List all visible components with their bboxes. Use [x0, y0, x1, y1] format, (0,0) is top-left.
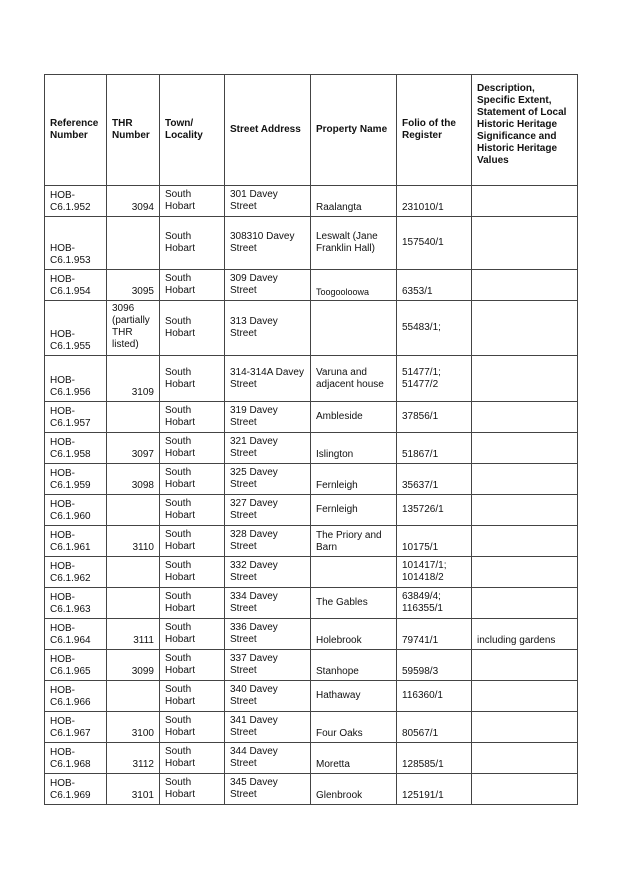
folio-cell: 6353/1 [397, 270, 472, 301]
street-cell: 327 Davey Street [225, 495, 311, 526]
description-cell [472, 681, 578, 712]
description-cell [472, 588, 578, 619]
street-cell: 332 Davey Street [225, 557, 311, 588]
street-cell: 301 Davey Street [225, 186, 311, 217]
town-cell: South Hobart [160, 301, 225, 356]
property-name-cell: The Gables [311, 588, 397, 619]
description-cell [472, 495, 578, 526]
street-cell: 336 Davey Street [225, 619, 311, 650]
table-row [45, 619, 578, 650]
folio-cell: 10175/1 [397, 526, 472, 557]
table-row [45, 495, 578, 526]
table-row [45, 301, 578, 356]
property-name-cell: Leswalt (Jane Franklin Hall) [311, 217, 397, 270]
thr-cell: 3099 [107, 650, 160, 681]
table-row [45, 356, 578, 402]
folio-cell: 51477/1; 51477/2 [397, 356, 472, 402]
reference-cell: HOB-C6.1.961 [45, 526, 107, 557]
reference-cell: HOB-C6.1.969 [45, 774, 107, 805]
thr-cell [107, 681, 160, 712]
town-cell: South Hobart [160, 433, 225, 464]
description-cell [472, 464, 578, 495]
thr-cell: 3111 [107, 619, 160, 650]
thr-cell [107, 557, 160, 588]
description-cell [472, 356, 578, 402]
table-row [45, 557, 578, 588]
folio-cell: 101417/1; 101418/2 [397, 557, 472, 588]
property-name-cell: The Priory and Barn [311, 526, 397, 557]
street-cell: 325 Davey Street [225, 464, 311, 495]
folio-cell: 37856/1 [397, 402, 472, 433]
street-cell: 345 Davey Street [225, 774, 311, 805]
town-cell: South Hobart [160, 464, 225, 495]
description-cell [472, 301, 578, 356]
table-row [45, 588, 578, 619]
town-cell: South Hobart [160, 402, 225, 433]
thr-cell: 3096 (partially THR listed) [107, 301, 160, 356]
header-description: Description, Specific Extent, Statement of Local Historic Heritage Significance and Historic Heritage Values [472, 75, 578, 186]
property-name-cell: Toogooloowa [311, 270, 397, 301]
property-name-cell: Stanhope [311, 650, 397, 681]
town-cell: South Hobart [160, 712, 225, 743]
thr-cell [107, 588, 160, 619]
folio-cell: 135726/1 [397, 495, 472, 526]
folio-cell: 79741/1 [397, 619, 472, 650]
thr-cell: 3110 [107, 526, 160, 557]
description-cell [472, 774, 578, 805]
reference-cell: HOB-C6.1.966 [45, 681, 107, 712]
street-cell: 308310 Davey Street [225, 217, 311, 270]
table-row [45, 186, 578, 217]
reference-cell: HOB-C6.1.960 [45, 495, 107, 526]
property-name-cell: Islington [311, 433, 397, 464]
folio-cell: 55483/1; [397, 301, 472, 356]
folio-cell: 157540/1 [397, 217, 472, 270]
property-name-cell [311, 301, 397, 356]
description-cell: including gardens [472, 619, 578, 650]
town-cell: South Hobart [160, 495, 225, 526]
town-cell: South Hobart [160, 743, 225, 774]
reference-cell: HOB-C6.1.962 [45, 557, 107, 588]
reference-cell: HOB-C6.1.955 [45, 301, 107, 356]
town-cell: South Hobart [160, 650, 225, 681]
town-cell: South Hobart [160, 526, 225, 557]
description-cell [472, 217, 578, 270]
property-name-cell: Glenbrook [311, 774, 397, 805]
table-row [45, 774, 578, 805]
folio-cell: 231010/1 [397, 186, 472, 217]
street-cell: 319 Davey Street [225, 402, 311, 433]
reference-cell: HOB-C6.1.964 [45, 619, 107, 650]
town-cell: South Hobart [160, 588, 225, 619]
table-row [45, 270, 578, 301]
property-name-cell: Four Oaks [311, 712, 397, 743]
thr-cell: 3094 [107, 186, 160, 217]
description-cell [472, 557, 578, 588]
thr-cell: 3098 [107, 464, 160, 495]
header-thr-number: THR Number [107, 75, 160, 186]
description-cell [472, 650, 578, 681]
description-cell [472, 433, 578, 464]
town-cell: South Hobart [160, 186, 225, 217]
header-folio: Folio of the Register [397, 75, 472, 186]
property-name-cell: Fernleigh [311, 464, 397, 495]
street-cell: 341 Davey Street [225, 712, 311, 743]
reference-cell: HOB-C6.1.967 [45, 712, 107, 743]
property-name-cell: Holebrook [311, 619, 397, 650]
thr-cell: 3101 [107, 774, 160, 805]
description-cell [472, 402, 578, 433]
property-name-cell: Moretta [311, 743, 397, 774]
description-cell [472, 186, 578, 217]
table-row [45, 464, 578, 495]
table-row [45, 402, 578, 433]
table-row [45, 433, 578, 464]
town-cell: South Hobart [160, 774, 225, 805]
reference-cell: HOB-C6.1.954 [45, 270, 107, 301]
reference-cell: HOB-C6.1.952 [45, 186, 107, 217]
header-street-address: Street Address [225, 75, 311, 186]
street-cell: 328 Davey Street [225, 526, 311, 557]
town-cell: South Hobart [160, 356, 225, 402]
property-name-cell: Fernleigh [311, 495, 397, 526]
header-town-locality: Town/ Locality [160, 75, 225, 186]
description-cell [472, 743, 578, 774]
table-row [45, 526, 578, 557]
thr-cell: 3095 [107, 270, 160, 301]
folio-cell: 80567/1 [397, 712, 472, 743]
street-cell: 321 Davey Street [225, 433, 311, 464]
table-row [45, 217, 578, 270]
street-cell: 314-314A Davey Street [225, 356, 311, 402]
property-name-cell: Hathaway [311, 681, 397, 712]
folio-cell: 125191/1 [397, 774, 472, 805]
description-cell [472, 270, 578, 301]
reference-cell: HOB-C6.1.957 [45, 402, 107, 433]
town-cell: South Hobart [160, 681, 225, 712]
street-cell: 337 Davey Street [225, 650, 311, 681]
folio-cell: 63849/4; 116355/1 [397, 588, 472, 619]
folio-cell: 35637/1 [397, 464, 472, 495]
reference-cell: HOB-C6.1.965 [45, 650, 107, 681]
reference-cell: HOB-C6.1.953 [45, 217, 107, 270]
reference-cell: HOB-C6.1.959 [45, 464, 107, 495]
header-reference-number: Reference Number [45, 75, 107, 186]
property-name-cell [311, 557, 397, 588]
thr-cell: 3097 [107, 433, 160, 464]
reference-cell: HOB-C6.1.968 [45, 743, 107, 774]
table-row [45, 650, 578, 681]
thr-cell [107, 495, 160, 526]
thr-cell [107, 402, 160, 433]
thr-cell: 3100 [107, 712, 160, 743]
property-name-cell: Varuna and adjacent house [311, 356, 397, 402]
street-cell: 313 Davey Street [225, 301, 311, 356]
town-cell: South Hobart [160, 270, 225, 301]
town-cell: South Hobart [160, 557, 225, 588]
description-cell [472, 712, 578, 743]
thr-cell: 3112 [107, 743, 160, 774]
street-cell: 340 Davey Street [225, 681, 311, 712]
table-row [45, 681, 578, 712]
folio-cell: 116360/1 [397, 681, 472, 712]
reference-cell: HOB-C6.1.956 [45, 356, 107, 402]
reference-cell: HOB-C6.1.963 [45, 588, 107, 619]
town-cell: South Hobart [160, 619, 225, 650]
property-name-cell: Ambleside [311, 402, 397, 433]
table-row [45, 712, 578, 743]
thr-cell [107, 217, 160, 270]
town-cell: South Hobart [160, 217, 225, 270]
street-cell: 334 Davey Street [225, 588, 311, 619]
header-property-name: Property Name [311, 75, 397, 186]
description-cell [472, 526, 578, 557]
reference-cell: HOB-C6.1.958 [45, 433, 107, 464]
folio-cell: 128585/1 [397, 743, 472, 774]
folio-cell: 59598/3 [397, 650, 472, 681]
street-cell: 309 Davey Street [225, 270, 311, 301]
heritage-register-table [44, 74, 578, 805]
table-row [45, 743, 578, 774]
table-header-row [45, 75, 578, 186]
street-cell: 344 Davey Street [225, 743, 311, 774]
property-name-cell: Raalangta [311, 186, 397, 217]
thr-cell: 3109 [107, 356, 160, 402]
folio-cell: 51867/1 [397, 433, 472, 464]
